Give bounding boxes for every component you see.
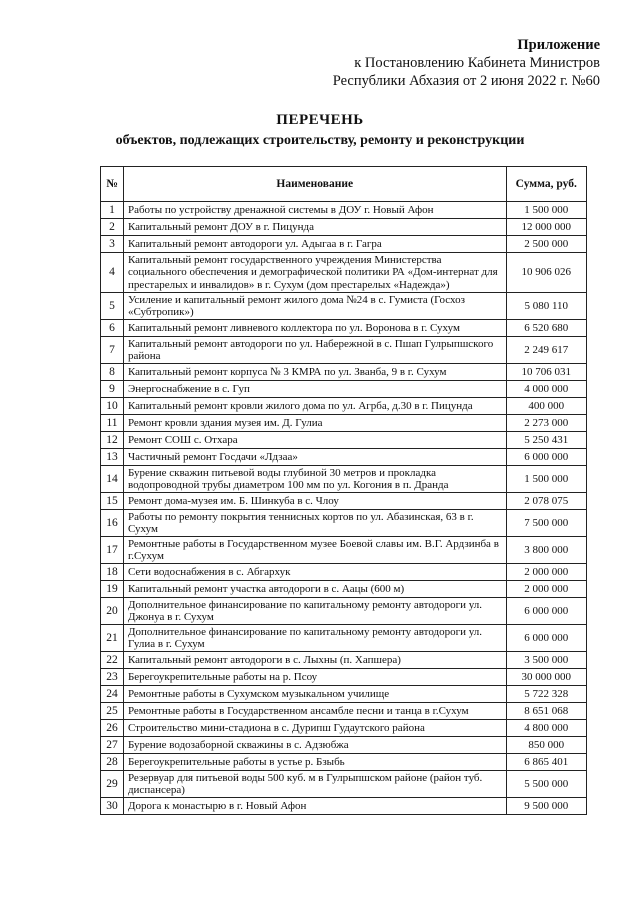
row-sum: 2 273 000 <box>506 415 586 432</box>
row-sum: 10 906 026 <box>506 253 586 293</box>
row-name: Капитальный ремонт участка автодороги в с. Аацы (600 м) <box>123 581 506 598</box>
row-sum: 3 500 000 <box>506 652 586 669</box>
column-header-number: № <box>101 167 124 202</box>
row-number: 1 <box>101 202 124 219</box>
row-name: Ремонтные работы в Сухумском музыкальном училище <box>123 686 506 703</box>
row-name: Ремонт кровли здания музея им. Д. Гулиа <box>123 415 506 432</box>
table-row <box>101 564 587 581</box>
row-sum: 5 250 431 <box>506 432 586 449</box>
row-sum: 6 000 000 <box>506 598 586 625</box>
row-sum: 5 500 000 <box>506 771 586 798</box>
row-sum: 2 500 000 <box>506 236 586 253</box>
row-number: 15 <box>101 493 124 510</box>
row-name: Капитальный ремонт корпуса № 3 КМРА по ул. Званба, 9 в г. Сухум <box>123 364 506 381</box>
row-sum: 5 722 328 <box>506 686 586 703</box>
row-number: 13 <box>101 449 124 466</box>
table-row <box>101 202 587 219</box>
row-name: Частичный ремонт Госдачи «Лдзаа» <box>123 449 506 466</box>
row-name: Дополнительное финансирование по капитальному ремонту автодороги ул. Джонуа в г. Сухум <box>123 598 506 625</box>
row-name: Капитальный ремонт государственного учреждения Министерства социального обеспечения и демографической политики РА «Дом-интернат для престарелых и инвалидов» в г. Сухум (дом престарелых «Надежда») <box>123 253 506 293</box>
table-header-row <box>101 167 587 202</box>
table-row <box>101 493 587 510</box>
row-number: 7 <box>101 337 124 364</box>
row-number: 8 <box>101 364 124 381</box>
table-row <box>101 432 587 449</box>
row-name: Работы по ремонту покрытия теннисных кортов по ул. Абазинская, 63 в г. Сухум <box>123 510 506 537</box>
row-sum: 2 078 075 <box>506 493 586 510</box>
column-header-sum: Сумма, руб. <box>506 167 586 202</box>
row-number: 21 <box>101 625 124 652</box>
row-number: 16 <box>101 510 124 537</box>
row-number: 5 <box>101 293 124 320</box>
row-sum: 1 500 000 <box>506 466 586 493</box>
row-number: 3 <box>101 236 124 253</box>
table-row <box>101 581 587 598</box>
row-number: 12 <box>101 432 124 449</box>
table-row <box>101 625 587 652</box>
row-sum: 6 000 000 <box>506 625 586 652</box>
row-sum: 6 520 680 <box>506 320 586 337</box>
row-name: Берегоукрепительные работы в устье р. Бзыбь <box>123 754 506 771</box>
row-sum: 5 080 110 <box>506 293 586 320</box>
table-row <box>101 219 587 236</box>
table-row <box>101 415 587 432</box>
row-name: Усиление и капитальный ремонт жилого дома №24 в с. Гумиста (Госхоз «Субтропик») <box>123 293 506 320</box>
table-row <box>101 364 587 381</box>
row-name: Бурение скважин питьевой воды глубиной 30 метров и прокладка водопроводной трубы диаметром 100 мм по ул. Когония в п. Дранда <box>123 466 506 493</box>
row-number: 19 <box>101 581 124 598</box>
row-name: Берегоукрепительные работы на р. Псоу <box>123 669 506 686</box>
row-name: Капитальный ремонт автодороги по ул. Набережной в с. Пшап Гулрыпшского района <box>123 337 506 364</box>
row-name: Ремонт СОШ с. Отхара <box>123 432 506 449</box>
row-sum: 2 000 000 <box>506 581 586 598</box>
row-number: 2 <box>101 219 124 236</box>
row-sum: 30 000 000 <box>506 669 586 686</box>
row-sum: 3 800 000 <box>506 537 586 564</box>
objects-table <box>100 166 587 815</box>
row-sum: 400 000 <box>506 398 586 415</box>
table-row <box>101 669 587 686</box>
table-row <box>101 686 587 703</box>
row-number: 24 <box>101 686 124 703</box>
table-row <box>101 320 587 337</box>
row-name: Дорога к монастырю в г. Новый Афон <box>123 798 506 815</box>
row-number: 4 <box>101 253 124 293</box>
row-sum: 850 000 <box>506 737 586 754</box>
row-name: Капитальный ремонт ДОУ в г. Пицунда <box>123 219 506 236</box>
row-number: 6 <box>101 320 124 337</box>
table-row <box>101 398 587 415</box>
row-name: Сети водоснабжения в с. Абгархук <box>123 564 506 581</box>
row-name: Резервуар для питьевой воды 500 куб. м в Гулрыпшском районе (район туб. диспансера) <box>123 771 506 798</box>
row-sum: 2 249 617 <box>506 337 586 364</box>
table-row <box>101 293 587 320</box>
row-number: 18 <box>101 564 124 581</box>
document-title: ПЕРЕЧЕНЬ <box>276 112 364 128</box>
row-name: Работы по устройству дренажной системы в ДОУ г. Новый Афон <box>123 202 506 219</box>
row-number: 27 <box>101 737 124 754</box>
row-number: 26 <box>101 720 124 737</box>
row-number: 30 <box>101 798 124 815</box>
table-row <box>101 381 587 398</box>
appendix-label: Приложение <box>517 37 600 53</box>
table-row <box>101 737 587 754</box>
table-row <box>101 720 587 737</box>
row-name: Энергоснабжение в с. Гуп <box>123 381 506 398</box>
row-name: Ремонт дома-музея им. Б. Шинкуба в с. Члоу <box>123 493 506 510</box>
row-name: Капитальный ремонт кровли жилого дома по ул. Агрба, д.30 в г. Пицунда <box>123 398 506 415</box>
row-sum: 9 500 000 <box>506 798 586 815</box>
row-sum: 8 651 068 <box>506 703 586 720</box>
row-name: Ремонтные работы в Государственном музее Боевой славы им. В.Г. Ардзинба в г.Сухум <box>123 537 506 564</box>
row-sum: 6 865 401 <box>506 754 586 771</box>
row-sum: 10 706 031 <box>506 364 586 381</box>
row-number: 14 <box>101 466 124 493</box>
table-row <box>101 798 587 815</box>
table-row <box>101 598 587 625</box>
row-sum: 6 000 000 <box>506 449 586 466</box>
table-row <box>101 337 587 364</box>
row-number: 23 <box>101 669 124 686</box>
document-header <box>333 36 600 90</box>
document-subtitle: объектов, подлежащих строительству, ремонту и реконструкции <box>115 133 525 148</box>
row-sum: 4 000 000 <box>506 381 586 398</box>
resolution-reference-line-1: к Постановлению Кабинета Министров <box>354 55 600 71</box>
row-name: Капитальный ремонт ливневого коллектора по ул. Воронова в г. Сухум <box>123 320 506 337</box>
table-row <box>101 703 587 720</box>
row-sum: 4 800 000 <box>506 720 586 737</box>
row-number: 17 <box>101 537 124 564</box>
row-sum: 2 000 000 <box>506 564 586 581</box>
column-header-name: Наименование <box>123 167 506 202</box>
table-row <box>101 253 587 293</box>
table-row <box>101 754 587 771</box>
row-sum: 1 500 000 <box>506 202 586 219</box>
row-number: 25 <box>101 703 124 720</box>
resolution-reference-line-2: Республики Абхазия от 2 июня 2022 г. №60 <box>332 73 600 89</box>
row-name: Дополнительное финансирование по капитальному ремонту автодороги ул. Гулиа в г. Сухум <box>123 625 506 652</box>
table-row <box>101 236 587 253</box>
table-row <box>101 652 587 669</box>
row-number: 10 <box>101 398 124 415</box>
row-number: 29 <box>101 771 124 798</box>
row-name: Ремонтные работы в Государственном ансамбле песни и танца в г.Сухум <box>123 703 506 720</box>
row-sum: 7 500 000 <box>506 510 586 537</box>
table-row <box>101 771 587 798</box>
row-name: Бурение водозаборной скважины в с. Адзюбжа <box>123 737 506 754</box>
row-name: Капитальный ремонт автодороги ул. Адыгаа в г. Гагра <box>123 236 506 253</box>
row-name: Строительство мини-стадиона в с. Дурипш Гудаутского района <box>123 720 506 737</box>
row-number: 28 <box>101 754 124 771</box>
row-name: Капитальный ремонт автодороги в с. Лыхны (п. Хапшера) <box>123 652 506 669</box>
table-row <box>101 510 587 537</box>
table-row <box>101 449 587 466</box>
row-number: 20 <box>101 598 124 625</box>
row-number: 22 <box>101 652 124 669</box>
row-number: 9 <box>101 381 124 398</box>
table-row <box>101 466 587 493</box>
row-number: 11 <box>101 415 124 432</box>
table-row <box>101 537 587 564</box>
row-sum: 12 000 000 <box>506 219 586 236</box>
table-body <box>101 202 587 815</box>
